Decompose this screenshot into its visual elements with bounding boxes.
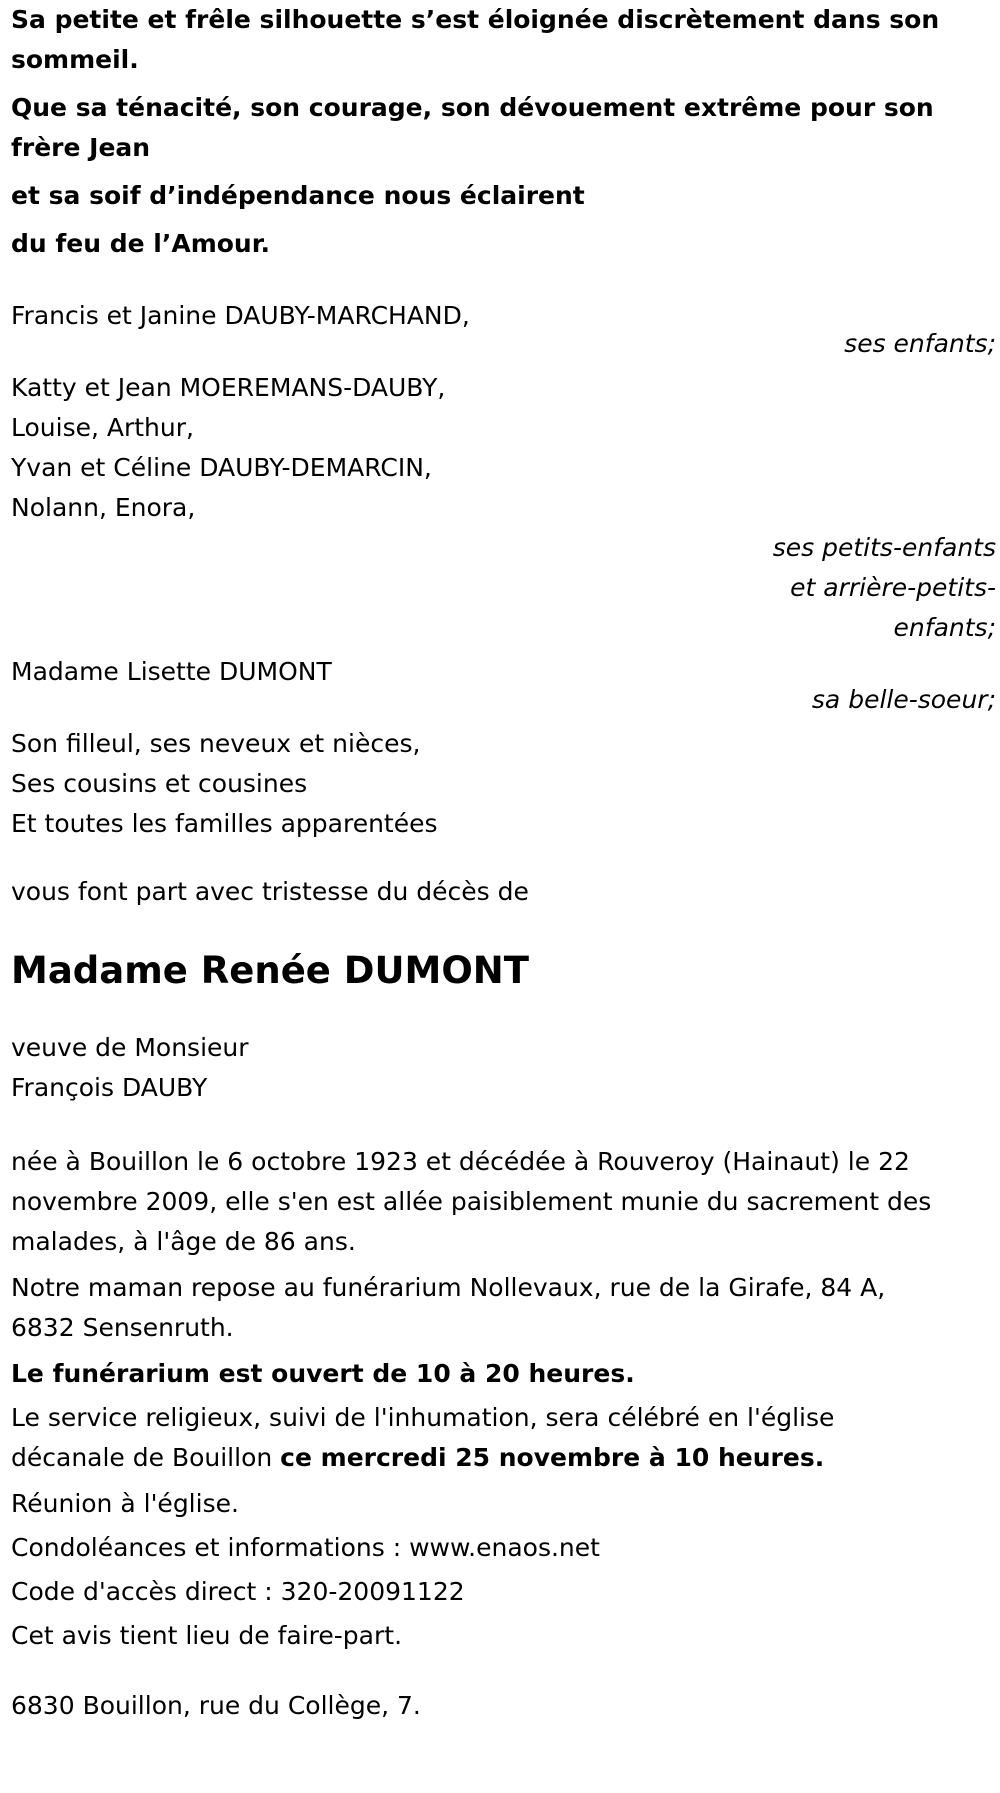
notice-body <box>11 0 996 1726</box>
resting-place-paragraph <box>11 1268 996 1348</box>
birth-line: née à Bouillon le 6 octobre 1923 et décédée à Rouveroy (Hainaut) le 22 <box>11 1147 910 1176</box>
intro-line: Sa petite et frêle silhouette s’est éloignée discrètement dans son <box>11 5 940 34</box>
grandchildren-names: Louise, Arthur, <box>11 413 194 442</box>
sister-in-law-role: sa belle-soeur; <box>811 685 996 714</box>
relatives-line: Ses cousins et cousines <box>11 769 308 798</box>
service-line <box>11 1438 996 1478</box>
grandchildren-role: enfants; <box>893 613 996 642</box>
service-location: décanale de Bouillon <box>11 1443 281 1472</box>
intro-line: sommeil. <box>11 45 139 74</box>
service-line: Le service religieux, suivi de l'inhumation, sera célébré en l'église <box>11 1403 835 1432</box>
meeting-text: Réunion à l'église. <box>11 1489 239 1518</box>
grandchildren-names: Nolann, Enora, <box>11 493 196 522</box>
widow-line: veuve de Monsieur <box>11 1033 249 1062</box>
grandchildren-group <box>11 368 996 648</box>
children-names: Francis et Janine DAUBY-MARCHAND, <box>11 301 470 330</box>
birth-line: malades, à l'âge de 86 ans. <box>11 1227 356 1256</box>
condolences-text: Condoléances et informations : www.enaos.net <box>11 1533 600 1562</box>
resting-line: Notre maman repose au funérarium Nollevaux, rue de la Girafe, 84 A, <box>11 1273 886 1302</box>
relatives-line: Et toutes les familles apparentées <box>11 809 438 838</box>
widow-line: François DAUBY <box>11 1073 208 1102</box>
relatives-line: Son filleul, ses neveux et nièces, <box>11 729 421 758</box>
other-relatives <box>11 724 996 844</box>
family-address: 6830 Bouillon, rue du Collège, 7. <box>11 1691 421 1720</box>
intro-line: frère Jean <box>11 133 151 162</box>
intro-line: du feu de l’Amour. <box>11 229 270 258</box>
grandchildren-names: Yvan et Céline DAUBY-DEMARCIN, <box>11 453 432 482</box>
service-date: ce mercredi 25 novembre à 10 heures. <box>280 1443 825 1472</box>
intro-line: et sa soif d’indépendance nous éclairent <box>11 181 585 210</box>
intro-line: Que sa ténacité, son courage, son dévouement extrême pour son <box>11 93 934 122</box>
sister-in-law-group <box>11 652 996 720</box>
deceased-name: Madame Renée DUMONT <box>11 949 529 992</box>
funerarium-hours: Le funérarium est ouvert de 10 à 20 heures. <box>11 1359 635 1388</box>
grandchildren-names: Katty et Jean MOEREMANS-DAUBY, <box>11 373 446 402</box>
birth-line: novembre 2009, elle s'en est allée paisiblement munie du sacrement des <box>11 1187 932 1216</box>
grandchildren-role: ses petits-enfants <box>772 533 996 562</box>
notice-text: Cet avis tient lieu de faire-part. <box>11 1621 403 1650</box>
resting-line: 6832 Sensenruth. <box>11 1313 234 1342</box>
grandchildren-role: et arrière-petits- <box>790 573 996 602</box>
birth-death-paragraph <box>11 1142 996 1262</box>
announcement-text: vous font part avec tristesse du décès de <box>11 877 529 906</box>
family-list <box>11 296 996 844</box>
children-role: ses enfants; <box>844 329 996 358</box>
access-code-text: Code d'accès direct : 320-20091122 <box>11 1577 465 1606</box>
widow-info <box>11 1028 996 1108</box>
sister-in-law-name: Madame Lisette DUMONT <box>11 657 332 686</box>
intro-poem <box>11 0 996 264</box>
service-paragraph <box>11 1398 996 1478</box>
